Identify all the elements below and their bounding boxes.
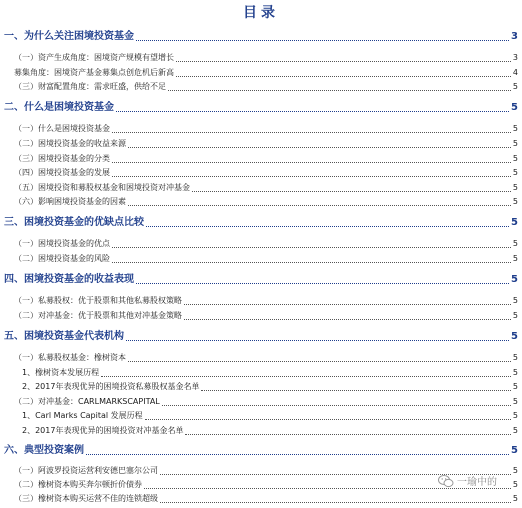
toc-entry-page: 5 xyxy=(512,353,518,362)
toc-entry-label: （一）资产生成角度：困境资产规模有望增长 xyxy=(14,53,174,62)
toc-entry-section-4[interactable] xyxy=(4,273,518,287)
dot-leader xyxy=(185,434,510,435)
toc-entry-label: （三）橡树资本购买运营不佳的连锁超级 xyxy=(14,494,158,503)
dot-leader xyxy=(112,262,511,263)
toc-entry[interactable] xyxy=(14,395,518,409)
toc-entry-section-6[interactable] xyxy=(4,444,518,458)
dot-leader xyxy=(128,147,511,148)
toc-entry[interactable] xyxy=(14,152,518,166)
toc-entry-page: 3 xyxy=(511,31,518,42)
toc-entry[interactable] xyxy=(22,409,518,423)
toc-entry[interactable] xyxy=(14,351,518,365)
dot-leader xyxy=(128,205,511,206)
toc-entry[interactable] xyxy=(14,492,518,506)
dot-leader xyxy=(112,176,511,177)
dot-leader xyxy=(136,40,509,41)
dot-leader xyxy=(176,76,511,77)
toc-entry-page: 5 xyxy=(512,254,518,263)
dot-leader xyxy=(162,405,511,406)
toc-entry-label: 募集角度：困境资产基金募集点创危机后新高 xyxy=(14,68,174,77)
toc-entry-label: 1、橡树资本发展历程 xyxy=(22,368,100,377)
toc-entry-page: 5 xyxy=(512,296,518,305)
toc-entry-page: 4 xyxy=(512,68,518,77)
toc-entry-page: 5 xyxy=(511,217,518,228)
watermark-text: 一瑜中的 xyxy=(457,477,497,488)
toc-entry-page: 5 xyxy=(512,311,518,320)
toc-entry[interactable] xyxy=(14,181,518,195)
toc-entry-label: （二）对冲基金：CARLMARKSCAPITAL xyxy=(14,397,160,406)
toc-entry-label: （五）困境投资和募股权基金和困境投资对冲基金 xyxy=(14,183,190,192)
toc-entry[interactable] xyxy=(14,80,518,94)
dot-leader xyxy=(192,191,511,192)
toc-entry[interactable] xyxy=(14,166,518,180)
dot-leader xyxy=(112,247,511,248)
toc-entry[interactable] xyxy=(14,122,518,136)
toc-entry-label: 二、什么是困境投资基金 xyxy=(4,102,114,113)
toc-entry-page: 5 xyxy=(512,239,518,248)
dot-leader xyxy=(86,454,509,455)
toc-entry[interactable] xyxy=(14,309,518,323)
dot-leader xyxy=(128,361,511,362)
toc-entry-page: 5 xyxy=(512,154,518,163)
dot-leader xyxy=(160,502,511,503)
dot-leader xyxy=(184,319,511,320)
toc-entry-section-1[interactable] xyxy=(4,30,518,44)
toc-entry-label: （一）什么是困境投资基金 xyxy=(14,124,110,133)
toc-entry-page: 5 xyxy=(512,426,518,435)
toc-entry-label: 2、2017年表现优异的困境投资对冲基金名单 xyxy=(22,426,184,435)
toc-entry-label: （一）阿波罗投资运营利安德巴塞尔公司 xyxy=(14,466,158,475)
toc-entry-label: （三）困境投资基金的分类 xyxy=(14,154,110,163)
toc-entry-label: （四）困境投资基金的发展 xyxy=(14,168,110,177)
dot-leader xyxy=(136,283,509,284)
toc-entry-page: 5 xyxy=(512,411,518,420)
toc-entry-label: （一）私募股权：优于股票和其他私募股权策略 xyxy=(14,296,182,305)
toc-entry-page: 5 xyxy=(512,466,518,475)
toc-entry-label: （三）财富配置角度：需求旺盛，供给不足 xyxy=(14,82,166,91)
toc-entry[interactable] xyxy=(14,51,518,65)
toc-entry-page: 5 xyxy=(511,445,518,456)
toc-entry-page: 5 xyxy=(512,197,518,206)
wechat-icon xyxy=(438,474,454,488)
toc-entry-label: （一）困境投资基金的优点 xyxy=(14,239,110,248)
toc-entry-label: 四、困境投资基金的收益表现 xyxy=(4,274,134,285)
dot-leader xyxy=(145,419,511,420)
toc-entry-label: （六）影响困境投资基金的因素 xyxy=(14,197,126,206)
toc-entry-label: （二）橡树资本购买奔尔顿折价债券 xyxy=(14,480,142,489)
dot-leader xyxy=(116,111,509,112)
toc-entry-section-2[interactable] xyxy=(4,101,518,115)
toc-entry-label: （二）困境投资基金的收益来源 xyxy=(14,139,126,148)
dot-leader xyxy=(201,390,510,391)
dot-leader xyxy=(176,61,511,62)
toc-entry-page: 5 xyxy=(512,494,518,503)
toc-entry-page: 5 xyxy=(512,382,518,391)
toc-entry-section-5[interactable] xyxy=(4,330,518,344)
toc-entry-label: 一、为什么关注困境投资基金 xyxy=(4,31,134,42)
toc-entry[interactable] xyxy=(14,237,518,251)
toc-entry-page: 5 xyxy=(511,274,518,285)
toc-entry[interactable] xyxy=(22,380,518,394)
toc-entry[interactable] xyxy=(14,252,518,266)
toc-entry[interactable] xyxy=(22,366,518,380)
toc-entry-label: （二）对冲基金：优于股票和其他对冲基金策略 xyxy=(14,311,182,320)
dot-leader xyxy=(144,488,511,489)
toc-entry-label: 2、2017年表现优异的困境投资私募股权基金名单 xyxy=(22,382,200,391)
toc-entry-label: 六、典型投资案例 xyxy=(4,445,84,456)
dot-leader xyxy=(112,132,511,133)
toc-entry[interactable] xyxy=(14,294,518,308)
toc-entry-page: 3 xyxy=(512,53,518,62)
toc-entry-page: 5 xyxy=(512,397,518,406)
dot-leader xyxy=(146,226,509,227)
toc-entry-page: 5 xyxy=(512,480,518,489)
toc-entry-page: 5 xyxy=(512,168,518,177)
toc-entry-page: 5 xyxy=(512,368,518,377)
toc-entry-label: （二）困境投资基金的风险 xyxy=(14,254,110,263)
toc-entry-page: 5 xyxy=(512,124,518,133)
toc-entry[interactable] xyxy=(22,424,518,438)
toc-entry-page: 5 xyxy=(511,331,518,342)
toc-entry[interactable] xyxy=(14,137,518,151)
toc-entry-page: 5 xyxy=(512,183,518,192)
toc-entry-page: 5 xyxy=(512,139,518,148)
toc-entry[interactable] xyxy=(14,66,518,80)
toc-entry-section-3[interactable] xyxy=(4,216,518,230)
toc-entry[interactable] xyxy=(14,195,518,209)
toc-entry-label: 1、Carl Marks Capital 发展历程 xyxy=(22,411,143,420)
toc-entry-label: （一）私募股权基金：橡树资本 xyxy=(14,353,126,362)
dot-leader xyxy=(168,90,511,91)
toc-entry-page: 5 xyxy=(512,82,518,91)
toc-title: 目录 xyxy=(243,5,279,21)
toc-entry-page: 5 xyxy=(511,102,518,113)
toc-entry-label: 五、困境投资基金代表机构 xyxy=(4,331,124,342)
watermark xyxy=(438,473,497,488)
dot-leader xyxy=(112,162,511,163)
dot-leader xyxy=(126,340,509,341)
dot-leader xyxy=(184,304,511,305)
dot-leader xyxy=(101,376,511,377)
toc-entry-label: 三、困境投资基金的优缺点比较 xyxy=(4,217,144,228)
